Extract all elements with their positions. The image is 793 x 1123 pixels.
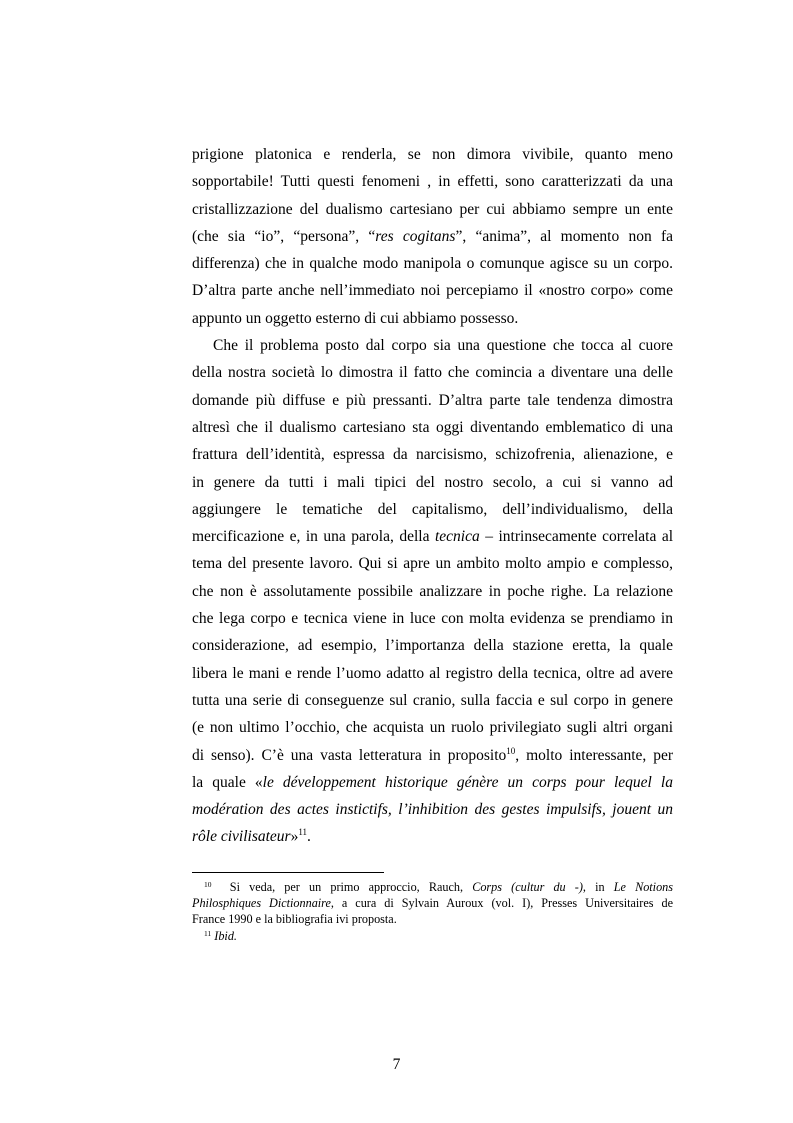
italic-term: tecnica xyxy=(434,528,480,546)
footnote-line: $^{10}$ Si veda, per un primo approccio, Rauch, Corps (cultur du -), in Le Notions xyxy=(204,880,673,894)
body-line: tema del presente lavoro. Qui si apre un ambito molto ampio e complesso, xyxy=(192,555,673,573)
body-line: sopportabile! Tutti questi fenomeni , in effetti, sono caratterizzati da una xyxy=(192,173,673,191)
body-line: cristallizzazione del dualismo cartesiano per cui abbiamo sempre un ente xyxy=(192,200,673,218)
italic-quote: le développement historique génère un corps pour lequel la xyxy=(262,773,673,791)
footnote-ref[interactable]: 10 xyxy=(506,745,516,756)
body-line: della nostra società lo dimostra il fatto che comincia a diventare una delle xyxy=(192,364,673,382)
body-line: frattura dell’identità, espressa da narcisismo, schizofrenia, alienazione, e xyxy=(192,446,673,464)
body-line: D’altra parte anche nell’immediato noi percepiamo il «nostro corpo» come xyxy=(192,282,673,300)
body-line: tutta una serie di conseguenze sul cranio, sulla faccia e sul corpo in genere xyxy=(192,691,673,709)
body-line xyxy=(192,798,673,825)
body-line: in genere da tutti i mali tipici del nostro secolo, a cui si vanno ad xyxy=(192,473,673,491)
body-line: (che sia “io”, “persona”, “res cogitans”, “anima”, al momento non fa xyxy=(192,227,673,245)
body-line: appunto un oggetto esterno di cui abbiamo possesso. xyxy=(192,309,519,327)
body-line: di senso). C’è una vasta letteratura in proposito$^{10}$, molto interessante, per xyxy=(192,745,674,764)
body-line: che non è assolutamente possibile analizzare in poche righe. La relazione xyxy=(192,582,673,600)
page-number: 7 xyxy=(392,1056,401,1073)
footnote-number: 11 xyxy=(204,928,212,938)
body-line: altresì che il dualismo cartesiano sta oggi diventando emblematico di una xyxy=(192,418,673,436)
footnote-line: France 1990 e la bibliografia ivi proposta. xyxy=(192,912,397,927)
body-line: che lega corpo e tecnica viene in luce con molta evidenza se prendiamo in xyxy=(192,610,673,628)
body-text xyxy=(192,143,673,853)
footnote-line: $^{11}$ Ibid. xyxy=(204,928,237,943)
footnote-ref[interactable]: 11 xyxy=(298,827,307,838)
body-line: domande più diffuse e più pressanti. D’altra parte tale tendenza dimostra xyxy=(192,391,673,409)
body-line: la quale «le développement historique génère un corps pour lequel la xyxy=(192,773,673,791)
body-line: prigione platonica e renderla, se non dimora vivibile, quanto meno xyxy=(192,146,673,163)
footnote-line: Philosphiques Dictionnaire, a cura di Sylvain Auroux (vol. I), Presses Universitaires de xyxy=(192,896,673,911)
body-line: libera le mani e rende l’uomo adatto al registro della tecnica, oltre ad avere xyxy=(192,664,673,682)
body-line: (e non ultimo l’occhio, che acquista un ruolo privilegiato sugli altri organi xyxy=(192,719,673,737)
body-line: rôle civilisateur»$^{11}$. xyxy=(192,827,311,846)
body-line: differenza) che in qualche modo manipola o comunque agisce su un corpo. xyxy=(192,255,673,273)
body-line: Che il problema posto dal corpo sia una questione che tocca al cuore xyxy=(213,337,673,355)
italic-quote: modération des actes instictifs, l’inhibition des gestes impulsifs, jouent un xyxy=(192,801,673,819)
body-line: considerazione, ad esempio, l’importanza della stazione eretta, la quale xyxy=(192,637,673,655)
footnotes xyxy=(192,879,673,944)
italic-quote: rôle civilisateur xyxy=(192,828,291,846)
footnote-number: 10 xyxy=(204,880,212,889)
italic-term: res cogitans xyxy=(375,227,456,245)
body-line: mercificazione e, in una parola, della tecnica – intrinsecamente correlata al xyxy=(192,528,674,546)
footnote-separator xyxy=(192,872,384,873)
body-line: aggiungere le tematiche del capitalismo, dell’individualismo, della xyxy=(192,500,673,518)
